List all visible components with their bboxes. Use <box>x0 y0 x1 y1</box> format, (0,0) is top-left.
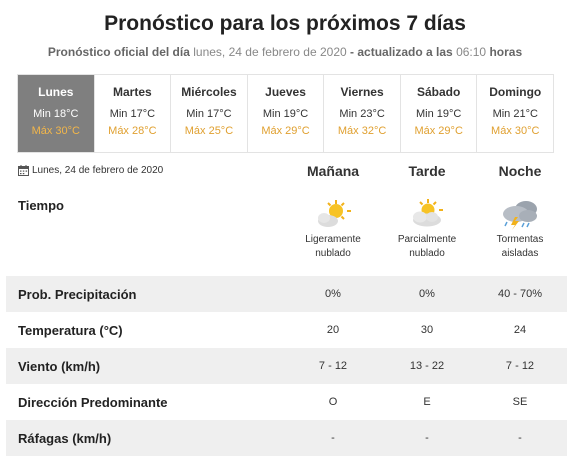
day-tab-lunes[interactable] <box>18 75 95 152</box>
calendar-icon <box>18 165 29 176</box>
day-min: Min 19°C <box>262 108 309 120</box>
weather-text-line: Parcialmente <box>397 234 457 245</box>
weather-text <box>475 233 565 261</box>
weather-tarde <box>382 198 472 261</box>
day-name: Viernes <box>340 85 384 99</box>
day-name: Martes <box>113 85 152 99</box>
subtitle-suffix: - actualizado a las <box>350 45 453 59</box>
tiempo-label: Tiempo <box>18 198 64 213</box>
day-name: Domingo <box>489 85 542 99</box>
period-noche: Noche <box>498 163 542 179</box>
row-value-manana: 0% <box>325 288 341 300</box>
row-direccion <box>6 384 567 420</box>
day-tab-viernes[interactable] <box>324 75 401 152</box>
row-value-noche: 7 - 12 <box>505 360 535 372</box>
row-value-tarde: - <box>425 432 429 444</box>
row-value-manana: 7 - 12 <box>318 360 348 372</box>
row-value-tarde: E <box>423 396 431 408</box>
row-label: Viento (km/h) <box>18 358 101 374</box>
day-tabs <box>17 74 554 153</box>
row-value-tarde: 13 - 22 <box>409 360 445 372</box>
subtitle-date: lunes, 24 de febrero de 2020 <box>193 45 347 59</box>
row-value-tarde: 30 <box>420 324 434 336</box>
subtitle-time: 06:10 <box>456 45 487 59</box>
day-name: Sábado <box>417 85 461 99</box>
day-min: Min 17°C <box>186 108 232 120</box>
day-tab-jueves[interactable] <box>248 75 325 152</box>
day-max: Máx 30°C <box>31 125 80 137</box>
row-rafagas <box>6 420 567 456</box>
day-min: Min 17°C <box>109 108 156 120</box>
day-max: Máx 29°C <box>414 125 463 137</box>
storm-icon <box>500 198 540 230</box>
row-label: Ráfagas (km/h) <box>18 430 112 446</box>
weather-text-line: nublado <box>409 248 445 259</box>
day-max: Máx 29°C <box>261 125 310 137</box>
page-subtitle <box>0 45 570 59</box>
row-label: Dirección Predominante <box>18 394 168 410</box>
day-max: Máx 25°C <box>184 125 234 137</box>
partly-cloudy-icon <box>408 198 446 230</box>
weather-text-line: Ligeramente <box>305 234 361 245</box>
row-viento <box>6 348 567 384</box>
weather-noche <box>475 198 565 261</box>
day-tab-martes[interactable] <box>95 75 172 152</box>
day-tab-domingo[interactable] <box>477 75 553 152</box>
day-name: Lunes <box>38 85 74 99</box>
row-value-noche: 24 <box>513 324 527 336</box>
day-name: Miércoles <box>181 85 237 99</box>
row-value-noche: - <box>518 432 522 444</box>
weather-manana <box>288 198 378 261</box>
row-value-noche: SE <box>512 396 528 408</box>
day-min: Min 18°C <box>33 108 79 120</box>
weather-text-line: Tormentas <box>496 234 544 245</box>
day-name: Jueves <box>265 85 306 99</box>
day-min: Min 19°C <box>416 108 462 120</box>
row-value-manana: 20 <box>326 324 340 336</box>
row-prob-precipitacion <box>6 276 567 312</box>
weather-text-line: nublado <box>315 248 351 259</box>
day-max: Máx 30°C <box>491 125 540 137</box>
row-value-manana: - <box>331 432 335 444</box>
row-value-manana: O <box>328 396 338 408</box>
day-min: Min 21°C <box>492 108 538 120</box>
selected-date-text: Lunes, 24 de febrero de 2020 <box>32 165 164 176</box>
page-title: Pronóstico para los próximos 7 días <box>104 12 466 35</box>
period-manana: Mañana <box>306 163 360 179</box>
row-temperatura <box>6 312 567 348</box>
day-tab-miercoles[interactable] <box>171 75 248 152</box>
day-max: Máx 32°C <box>337 125 387 137</box>
row-value-noche: 40 - 70% <box>497 288 543 300</box>
day-max: Máx 28°C <box>108 125 157 137</box>
weather-text <box>288 233 378 261</box>
period-tarde: Tarde <box>408 163 446 179</box>
row-label: Temperatura (°C) <box>18 322 123 338</box>
row-label: Prob. Precipitación <box>18 286 137 302</box>
subtitle-prefix: Pronóstico oficial del día <box>47 45 190 59</box>
day-min: Min 23°C <box>339 108 385 120</box>
sun-cloud-icon <box>314 198 352 230</box>
selected-date <box>18 165 163 176</box>
subtitle-hours: horas <box>489 45 523 59</box>
weather-text-line: aisladas <box>501 248 539 259</box>
weather-text <box>382 233 472 261</box>
day-tab-sabado[interactable] <box>401 75 478 152</box>
row-value-tarde: 0% <box>419 288 435 300</box>
